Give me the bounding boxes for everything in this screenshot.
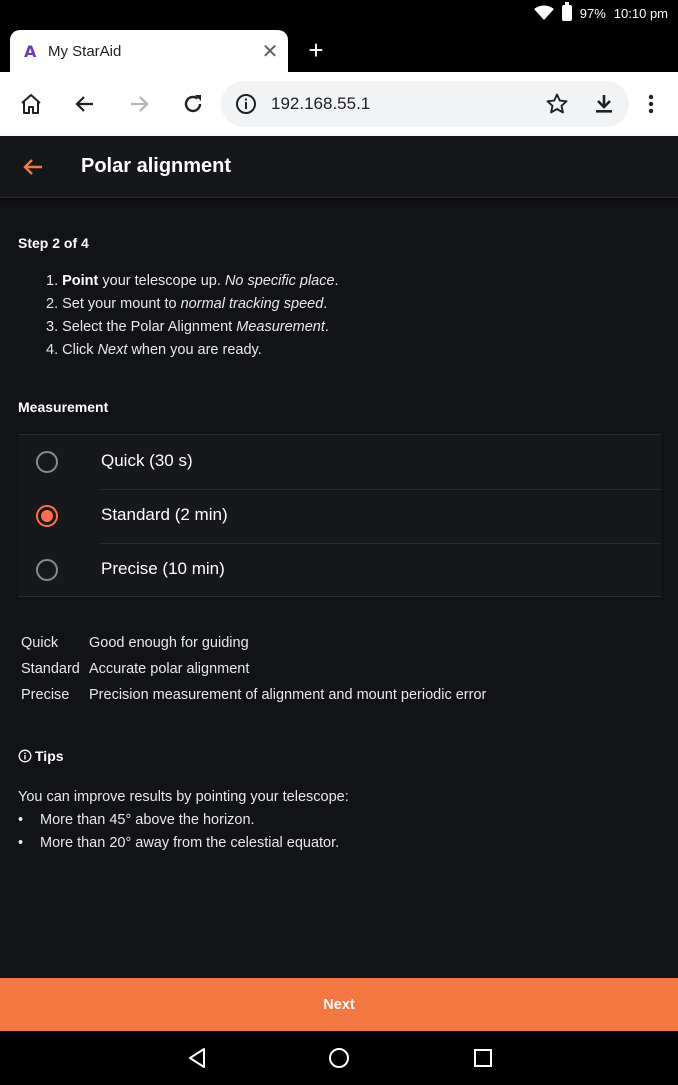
bullet-icon: •	[18, 812, 24, 828]
tips-heading	[18, 748, 64, 764]
tab-title: My StarAid	[48, 42, 122, 60]
radio-button[interactable]	[36, 559, 58, 581]
description-key: Standard	[21, 661, 80, 677]
battery-level: 97%	[579, 5, 606, 21]
instruction-text: Set your mount to	[62, 296, 181, 312]
radio-option-row[interactable]	[18, 435, 661, 489]
instruction-text: your telescope up.	[98, 273, 225, 289]
app-content	[0, 136, 678, 1031]
bookmark-button[interactable]	[535, 92, 579, 116]
wifi-icon	[534, 5, 554, 21]
star-icon	[545, 92, 569, 116]
instruction-text: Next	[97, 342, 128, 358]
close-tab-icon[interactable]: ✕	[261, 40, 279, 63]
android-nav-bar	[0, 1031, 678, 1085]
description-value: Precision measurement of alignment and mount periodic error	[89, 687, 487, 703]
description-row	[21, 687, 486, 713]
description-value: Good enough for guiding	[89, 635, 249, 651]
description-row	[21, 661, 486, 687]
measurement-descriptions	[21, 635, 486, 713]
tips-title: Tips	[35, 748, 64, 764]
tab-strip	[0, 30, 678, 72]
circle-home-icon	[328, 1047, 350, 1069]
instruction-text: Select the Polar Alignment	[62, 319, 237, 335]
instruction-list	[46, 270, 339, 362]
description-value: Accurate polar alignment	[89, 661, 250, 677]
forward-arrow-icon	[127, 92, 151, 116]
bullet-icon: •	[18, 835, 24, 851]
radio-option-label[interactable]: Standard (2 min)	[101, 505, 228, 524]
forward-button[interactable]	[121, 86, 157, 122]
instruction-number: 4.	[46, 342, 59, 358]
square-recents-icon	[473, 1048, 493, 1068]
instruction-item	[46, 316, 339, 339]
back-button[interactable]	[67, 86, 103, 122]
row-divider	[101, 489, 661, 490]
new-tab-button[interactable]: +	[308, 35, 324, 65]
browser-menu-button[interactable]	[635, 86, 667, 122]
instruction-text: Point	[62, 273, 99, 289]
download-icon	[593, 93, 615, 115]
home-button[interactable]	[13, 86, 49, 122]
instruction-text: Measurement	[236, 319, 325, 335]
staraid-logo-icon: A	[24, 41, 37, 61]
tip-item	[18, 832, 339, 855]
address-bar[interactable]	[221, 81, 629, 127]
status-bar	[0, 0, 678, 30]
triangle-back-icon	[187, 1047, 207, 1069]
instruction-text: .	[323, 296, 328, 312]
tip-text: More than 20° away from the celestial equator.	[40, 835, 340, 851]
step-indicator: Step 2 of 4	[18, 235, 89, 251]
instruction-text: .	[334, 273, 339, 289]
tip-item	[18, 809, 339, 832]
page-title: Polar alignment	[81, 155, 232, 177]
instruction-text: No specific place	[224, 273, 335, 289]
tips-intro: You can improve results by pointing your telescope:	[18, 789, 349, 805]
info-icon	[18, 749, 32, 763]
instruction-text: .	[324, 319, 329, 335]
radio-button[interactable]	[36, 451, 58, 473]
battery-icon	[562, 5, 572, 21]
instruction-number: 3.	[46, 319, 59, 335]
back-arrow-icon[interactable]	[18, 152, 48, 182]
browser-tab[interactable]	[10, 30, 288, 72]
nav-recents-button[interactable]	[468, 1044, 498, 1072]
more-vert-icon	[648, 94, 654, 114]
description-key: Precise	[21, 687, 70, 703]
radio-button[interactable]	[36, 505, 58, 527]
reload-icon	[181, 92, 205, 116]
tip-text: More than 45° above the horizon.	[40, 812, 255, 828]
instruction-text: when you are ready.	[127, 342, 262, 358]
radio-option-row[interactable]	[18, 543, 661, 597]
radio-option-label[interactable]: Quick (30 s)	[101, 451, 193, 470]
instruction-text: normal tracking speed	[180, 296, 324, 312]
row-divider	[101, 543, 661, 544]
instruction-item	[46, 270, 339, 293]
app-header	[0, 136, 678, 198]
download-button[interactable]	[579, 93, 629, 115]
measurement-label: Measurement	[18, 399, 109, 415]
nav-back-button[interactable]	[182, 1044, 212, 1072]
description-key: Quick	[21, 635, 59, 651]
clock: 10:10 pm	[613, 5, 668, 21]
back-arrow-icon	[73, 92, 97, 116]
browser-toolbar	[0, 72, 678, 136]
radio-option-label[interactable]: Precise (10 min)	[101, 559, 225, 578]
reload-button[interactable]	[175, 86, 211, 122]
instruction-number: 1.	[46, 273, 59, 289]
radio-option-row[interactable]	[18, 489, 661, 543]
instruction-item	[46, 339, 339, 362]
info-icon	[235, 93, 257, 115]
nav-home-button[interactable]	[324, 1044, 354, 1072]
instruction-item	[46, 293, 339, 316]
url-text[interactable]: 192.168.55.1	[271, 94, 371, 113]
instruction-text: Click	[62, 342, 98, 358]
next-button[interactable]: Next	[0, 978, 678, 1031]
home-icon	[19, 92, 43, 116]
measurement-radio-group	[18, 434, 661, 597]
instruction-number: 2.	[46, 296, 59, 312]
site-info-button[interactable]	[221, 93, 271, 115]
tips-list	[18, 809, 339, 855]
description-row	[21, 635, 486, 661]
